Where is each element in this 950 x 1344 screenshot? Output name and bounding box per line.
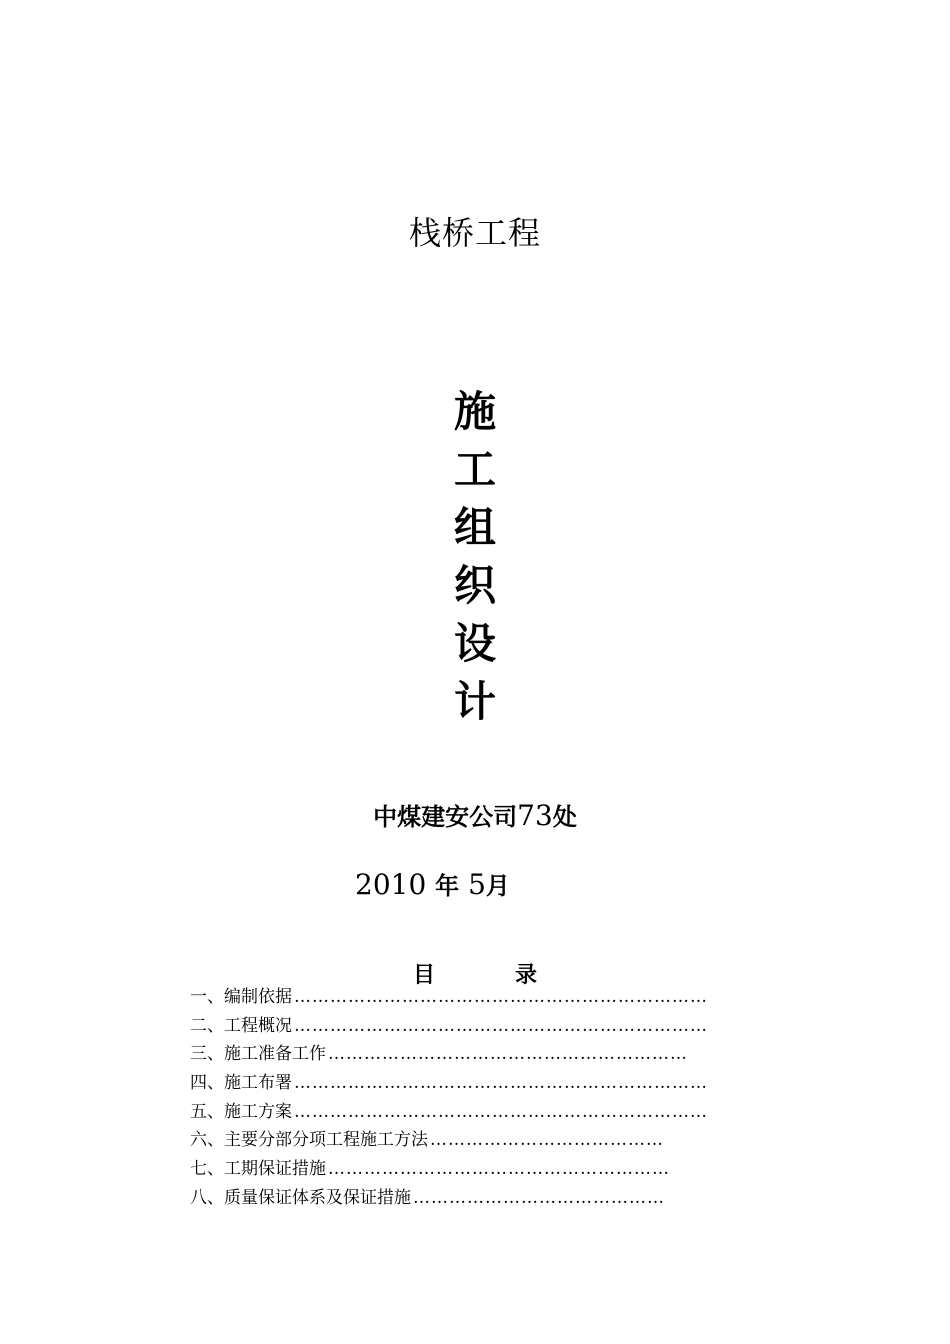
toc-item[interactable] [190,983,730,1012]
toc-item-leader: …………………………………………………………… [294,1015,708,1036]
document-main-title [0,383,950,731]
main-title-char: 施 [453,387,496,436]
toc-heading-left: 目 [412,963,435,988]
company-number: 73 [517,799,553,832]
document-date [355,866,510,901]
toc-item-leader: …………………………………………………………… [294,1073,708,1094]
toc-item-label: 三、施工准备工作 [190,1044,326,1065]
toc-item[interactable] [190,1184,730,1213]
table-of-contents [190,983,730,1213]
company-prefix: 中煤建安公司 [373,803,518,831]
toc-item-label: 二、工程概况 [190,1015,292,1036]
toc-item[interactable] [190,1069,730,1098]
toc-item-label: 五、施工方案 [190,1101,292,1122]
toc-item-label: 八、质量保证体系及保证措施 [190,1187,411,1208]
main-title-char: 组 [453,503,496,552]
toc-item-leader: …………………………………………………………… [294,987,708,1007]
toc-item[interactable] [190,1155,730,1184]
toc-item-leader: ………………………………………………… [328,1159,670,1180]
toc-item-leader: …………………………………………………… [328,1044,688,1065]
project-title: 栈桥工程 [408,214,541,252]
toc-item[interactable] [190,1040,730,1069]
toc-item[interactable] [190,1098,730,1127]
toc-item-label: 四、施工布署 [190,1073,292,1094]
toc-item-label: 七、工期保证措施 [190,1159,326,1180]
date-month-unit: 月 [485,872,510,900]
main-title-char: 设 [453,619,496,668]
company-name [0,797,950,832]
toc-item-leader: …………………………………… [413,1187,665,1208]
date-year-unit: 年 [435,872,460,900]
toc-item-label: 一、编制依据 [190,987,292,1007]
date-year: 2010 [355,868,427,901]
toc-item[interactable] [190,1012,730,1041]
company-suffix: 处 [552,803,577,831]
toc-item-leader: …………………………………………………………… [294,1101,708,1122]
toc-item-label: 六、主要分部分项工程施工方法 [190,1130,428,1151]
toc-heading-right: 录 [515,963,538,988]
date-month: 5 [468,868,486,901]
main-title-char: 计 [453,677,496,726]
toc-item-leader: ………………………………… [430,1130,664,1151]
main-title-char: 织 [453,561,496,610]
toc-item[interactable] [190,1126,730,1155]
main-title-char: 工 [453,445,496,494]
